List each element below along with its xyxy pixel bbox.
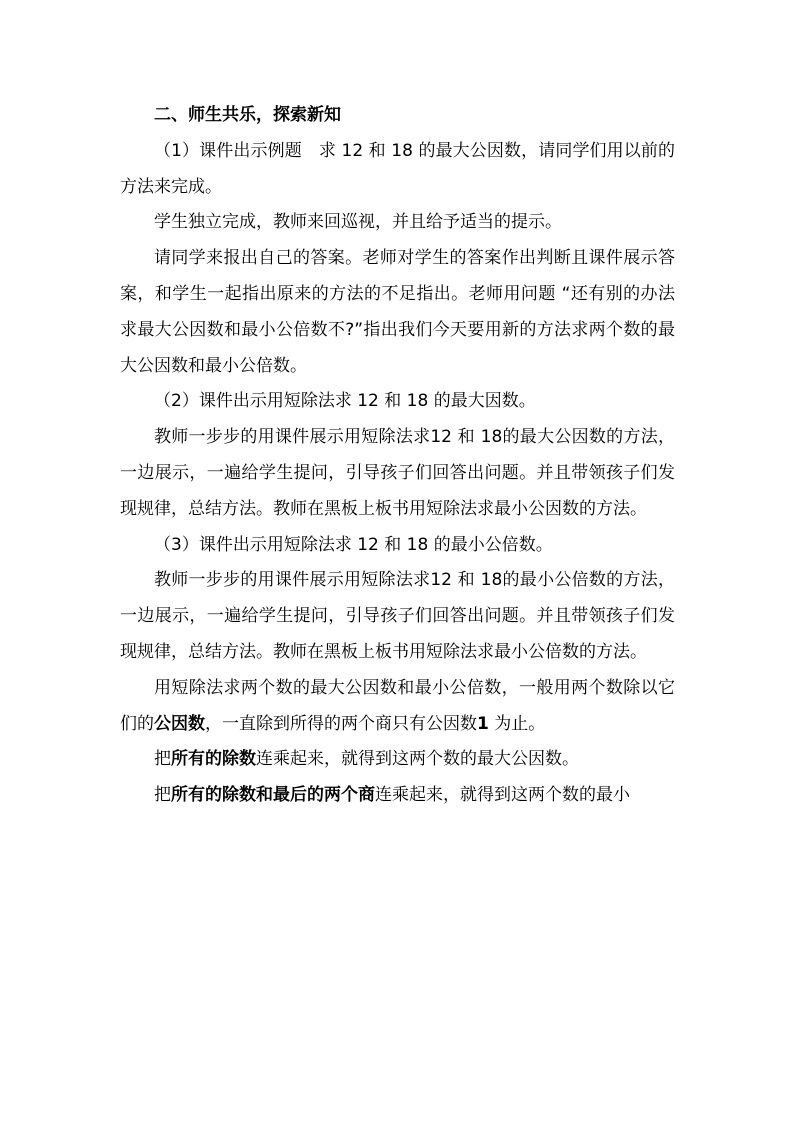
paragraph-5-bold-one: 1 (477, 713, 489, 734)
paragraph-5-bold-common-factor: 公因数 (154, 713, 205, 734)
paragraph-6-part-b: 连乘起来，就得到这两个数的最大公因数。 (256, 749, 579, 770)
paragraph-7-bold: 所有的除数和最后的两个商 (171, 785, 375, 806)
paragraph-5-part-a: 用短除法求两个数的最大公因数和最小公倍数，一般用两个数除以它们的 (120, 677, 675, 734)
document-body (120, 98, 675, 814)
paragraph-6-part-a: 把 (154, 749, 171, 770)
paragraph-5 (120, 671, 675, 743)
step-1-text: （1）课件出示例题 求 12 和 18 的最大公因数，请同学们用以前的方法来完成。 (120, 140, 675, 197)
paragraph-5-part-c: 为止。 (488, 713, 546, 734)
section-heading: 二、师生共乐，探索新知 (154, 105, 341, 125)
paragraph-6-bold: 所有的除数 (171, 749, 256, 770)
paragraph-2: 请同学来报出自己的答案。老师对学生的答案作出判断且课件展示答案，和学生一起指出原来的方法的不足指出。老师用问题 “还有别的办法求最大公因数和最小公倍数不?”指出我们今天要用新的方法求两个数的最大公因数和最小公倍数。 (120, 248, 675, 376)
step-2-text: （2）课件出示用短除法求 12 和 18 的最大因数。 (154, 391, 536, 412)
paragraph-5-part-b: ，一直除到所得的两个商只有公因数 (205, 713, 477, 734)
paragraph-4: 教师一步步的用课件展示用短除法求12 和 18的最小公倍数的方法，一边展示，一遍给学生提问，引导孩子们回答出问题。并且带领孩子们发现规律，总结方法。教师在黑板上板书用短除法求最小公倍数的方法。 (120, 570, 675, 662)
paragraph-6 (120, 742, 675, 778)
step-3-text: （3）课件出示用短除法求 12 和 18 的最小公倍数。 (154, 534, 553, 555)
paragraph-1: 学生独立完成，教师来回巡视，并且给予适当的提示。 (154, 212, 562, 233)
paragraph-7 (120, 778, 675, 814)
paragraph-7-part-a: 把 (154, 785, 171, 806)
paragraph-7-part-b: 连乘起来，就得到这两个数的最小 (375, 785, 630, 806)
paragraph-3: 教师一步步的用课件展示用短除法求12 和 18的最大公因数的方法，一边展示，一遍给学生提问，引导孩子们回答出问题。并且带领孩子们发现规律，总结方法。教师在黑板上板书用短除法求最小公因数的方法。 (120, 427, 675, 519)
